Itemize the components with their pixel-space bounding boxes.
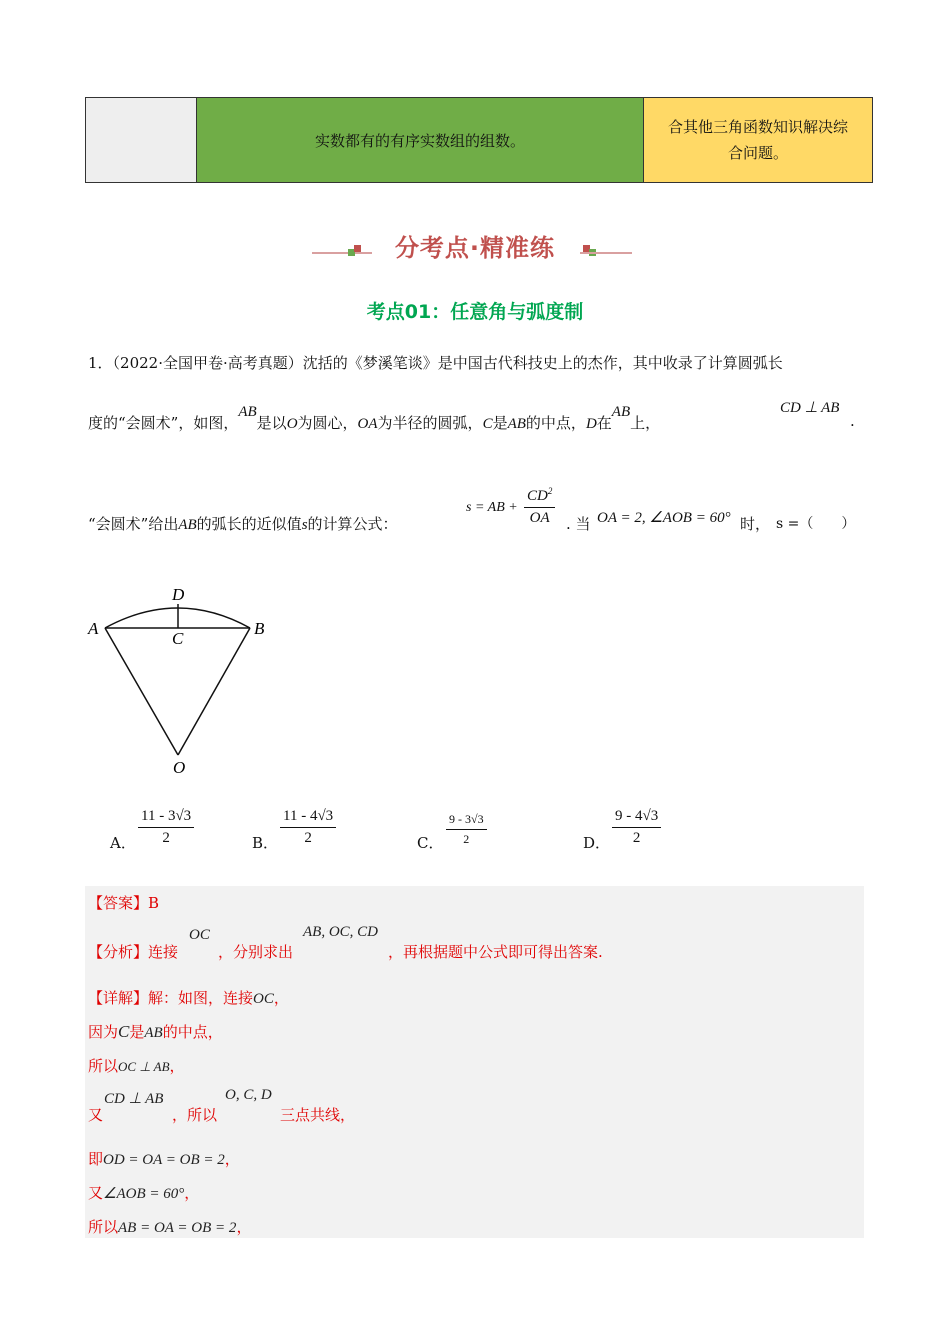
- summary-table: [85, 97, 873, 183]
- label-o: O: [173, 758, 186, 777]
- option-a-fraction: $\frac{11 - 3√3}{2}$: [138, 808, 194, 847]
- option-b-label: B．: [252, 834, 279, 852]
- detail-line-3c: 三点共线，: [280, 1106, 356, 1124]
- detail-line-3a: 又: [88, 1106, 104, 1124]
- segment-ob: [178, 628, 250, 755]
- label-b: B: [254, 619, 265, 638]
- detail-line-3b: ，所以: [172, 1106, 218, 1124]
- label-c: C: [172, 629, 184, 648]
- detail-points: O, C, D: [225, 1087, 272, 1103]
- question-when: . 当: [566, 515, 591, 533]
- analysis-label: 【分析】连接: [88, 943, 179, 961]
- analysis-oc: OC: [189, 927, 210, 943]
- detail-label: 【详解】解：如图，连接OC，: [88, 989, 289, 1007]
- banner-line-left: [312, 252, 372, 254]
- detail-line-6: 所以AB = OA = OB = 2，: [88, 1218, 252, 1236]
- banner-title: 分考点·精准练: [394, 234, 556, 262]
- table-cell-empty: [86, 98, 197, 182]
- formula-fraction: $\frac{CD^2}{OA}$: [524, 486, 555, 527]
- analysis-mid: ，分别求出: [218, 943, 294, 961]
- detail-line-5: 又∠AOB = 60°，: [88, 1184, 200, 1202]
- question-line-3: “会圆术”给出AB的弧长的近似值s的计算公式：: [88, 515, 398, 533]
- option-d-fraction: $\frac{9 - 4√3}{2}$: [612, 808, 661, 847]
- analysis-end: ，再根据题中公式即可得出答案.: [388, 943, 603, 961]
- section-title: 考点01：任意角与弧度制: [366, 301, 584, 323]
- answer-label: 【答案】B: [88, 894, 160, 912]
- banner-square-left-2: [354, 245, 361, 252]
- detail-line-1: 因为C是AB的中点，: [88, 1022, 223, 1041]
- formula-lhs: s = AB +: [466, 500, 518, 515]
- question-line-2: 度的“会圆术”，如图，AB是以O为圆心，OA为半径的圆弧，C是AB的中点，D在AB上，: [88, 404, 661, 432]
- question-shi: 时，: [740, 515, 771, 533]
- detail-line-2: 所以OC ⊥ AB，: [88, 1057, 185, 1075]
- period: .: [850, 412, 855, 430]
- label-d: D: [172, 585, 185, 604]
- table-cell-right: 合其他三角函数知识解决综 合问题。: [644, 98, 872, 182]
- option-a-label: A．: [110, 834, 136, 852]
- segment-oa: [105, 628, 178, 755]
- banner-line-right: [580, 252, 632, 254]
- analysis-values: AB, OC, CD: [303, 924, 378, 940]
- question-line-1: 1．（2022·全国甲卷·高考真题）沈括的《梦溪笔谈》是中国古代科技史上的杰作，其中收录了计算圆弧长: [88, 354, 783, 372]
- geometry-figure: [80, 580, 290, 780]
- question-condition: OA = 2, ∠AOB = 60°: [597, 510, 731, 526]
- table-cell-middle: 实数都有的有序实数组的组数。: [197, 98, 644, 182]
- cd-perp-ab: CD ⊥ AB: [780, 400, 840, 416]
- label-a: A: [88, 619, 99, 638]
- question-blank: s =（ ）: [776, 516, 856, 532]
- detail-line-4: 即OD = OA = OB = 2，: [88, 1150, 240, 1168]
- option-c-fraction: $\frac{9 - 3√3}{2}$: [446, 812, 487, 847]
- option-c-label: C．: [417, 834, 444, 852]
- option-d-label: D．: [583, 834, 611, 852]
- detail-cd-perp-ab: CD ⊥ AB: [104, 1091, 164, 1107]
- option-b-fraction: $\frac{11 - 4√3}{2}$: [280, 808, 336, 847]
